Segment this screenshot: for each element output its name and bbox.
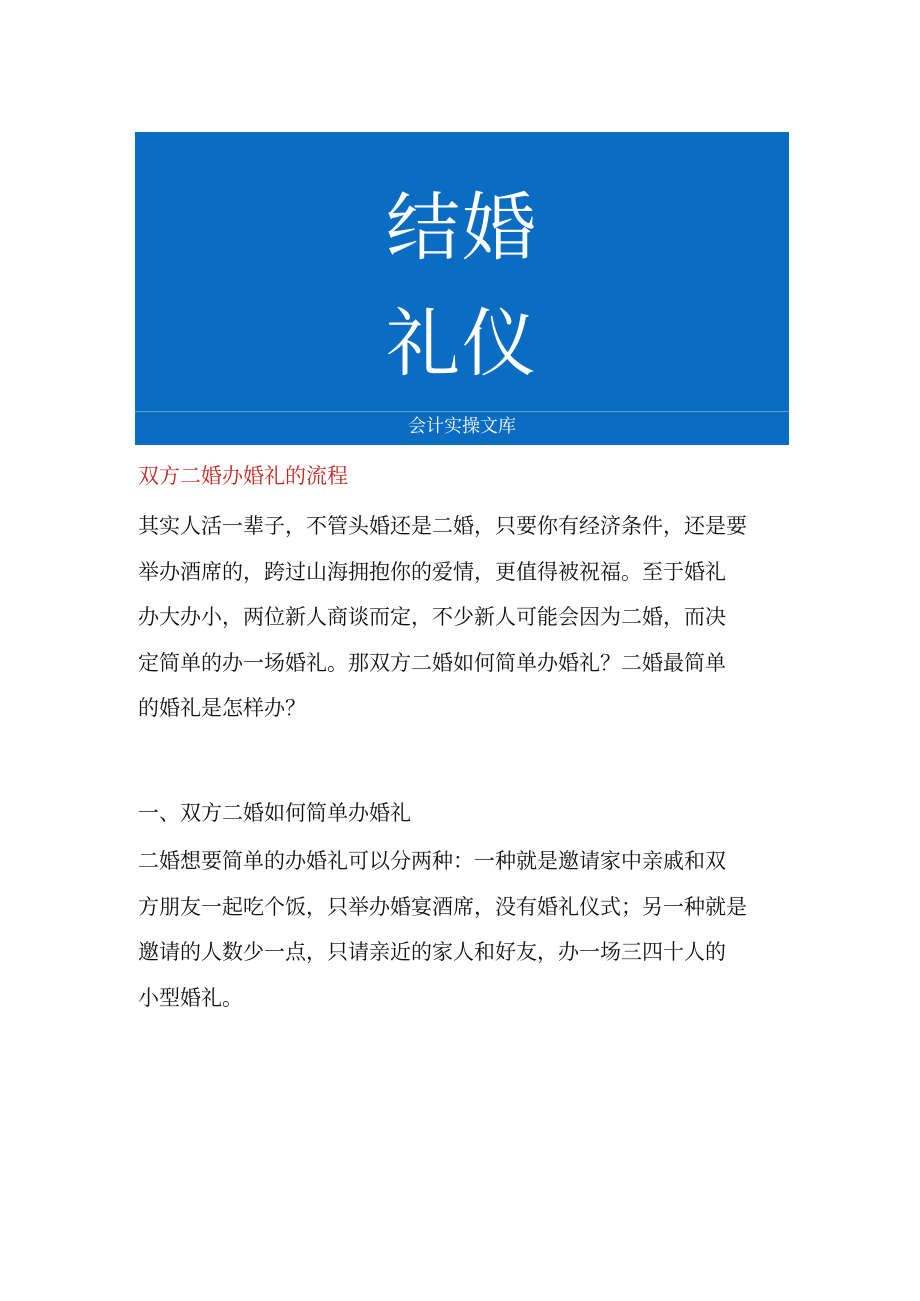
banner-title bbox=[135, 170, 789, 402]
intro-line: 举办酒席的，跨过山海拥抱你的爱情，更值得被祝福。至于婚礼 bbox=[138, 559, 726, 584]
body-line: 二婚想要简单的办婚礼可以分两种：一种就是邀请家中亲戚和双 bbox=[138, 849, 726, 873]
intro-paragraph bbox=[138, 504, 790, 732]
intro-line: 的婚礼是怎样办？ bbox=[138, 696, 306, 720]
body-paragraph-1 bbox=[138, 839, 790, 1021]
body-line: 小型婚礼。 bbox=[138, 985, 243, 1010]
intro-line: 定简单的办一场婚礼。那双方二婚如何简单办婚礼？二婚最简单 bbox=[138, 650, 726, 675]
banner-subtitle: 会计实操文库 bbox=[408, 416, 516, 437]
banner-title-line-1: 结婚 bbox=[386, 185, 538, 271]
intro-line: 办大办小，两位新人商谈而定，不少新人可能会因为二婚，而决 bbox=[138, 605, 726, 629]
intro-line: 其实人活一辈子，不管头婚还是二婚，只要你有经济条件，还是要 bbox=[138, 514, 747, 538]
banner-title-line-2: 礼仪 bbox=[386, 301, 538, 387]
body-line: 方朋友一起吃个饭，只举办婚宴酒席，没有婚礼仪式；另一种就是 bbox=[138, 894, 747, 919]
body-line: 邀请的人数少一点，只请亲近的家人和好友，办一场三四十人的 bbox=[138, 940, 726, 964]
section-title: 双方二婚办婚礼的流程 bbox=[138, 464, 348, 488]
subheading-1: 一、双方二婚如何简单办婚礼 bbox=[138, 801, 411, 825]
cover-banner bbox=[135, 132, 789, 445]
